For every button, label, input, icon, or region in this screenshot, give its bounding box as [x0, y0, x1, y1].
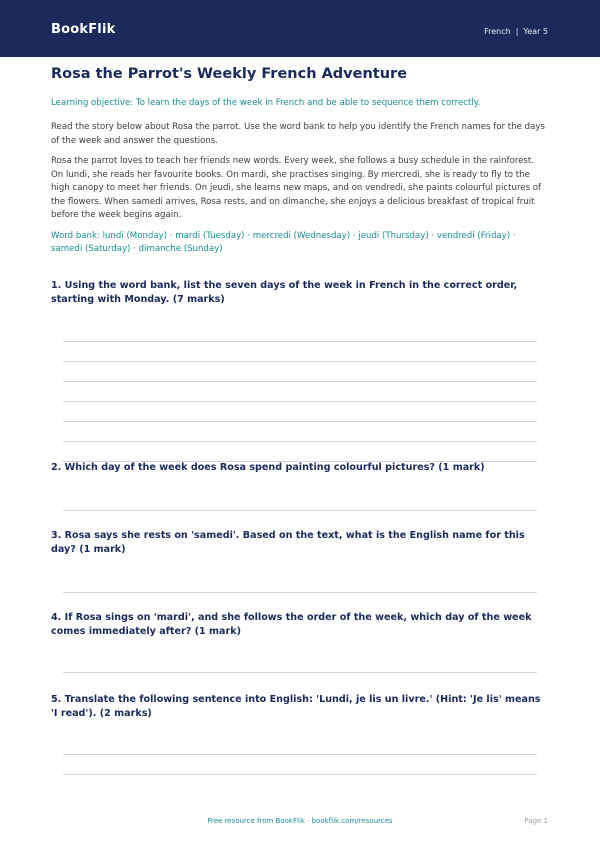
question-3: 3. Rosa says she rests on 'samedi'. Based on the text, what is the English name for this day? (1 mark) [51, 530, 525, 555]
year-label: Year 5 [523, 27, 548, 36]
word-bank: Word bank: lundi (Monday) · mardi (Tuesday) · mercredi (Wednesday) · jeudi (Thursday) · vendredi (Friday) · samedi (Saturday) · dimanche (Sunday) [51, 230, 516, 254]
answer-line[interactable] [63, 592, 537, 593]
answer-line[interactable] [63, 401, 537, 402]
page-number: Page 1 [524, 817, 548, 825]
worksheet-title: Rosa the Parrot's Weekly French Adventure [51, 66, 408, 82]
subject-label: French [484, 27, 511, 36]
question-5: 5. Translate the following sentence into English: 'Lundi, je lis un livre.' (Hint: 'Je lis' means 'I read'). (2 marks) [51, 694, 541, 719]
answer-line[interactable] [63, 441, 537, 442]
answer-line[interactable] [63, 361, 537, 362]
header-bar [0, 0, 600, 57]
story-text: Rosa the parrot loves to teach her friends new words. Every week, she follows a busy schedule in the rainforest. On lundi, she reads her favourite books. On mardi, she practises singing. By mercredi, she is ready to fly to the high canopy to meet her friends. On jeudi, she learns new maps, and on vendredi, she paints colourful pictures of the flowers. When samedi arrives, Rosa rests, and on dimanche, she enjoys a delicious breakfast of tropical fruit before the week begins again. [51, 156, 542, 220]
answer-line[interactable] [63, 754, 537, 755]
footer-link[interactable]: Free resource from BookFlik · bookflik.com/resources [207, 817, 393, 825]
answer-line[interactable] [63, 421, 537, 422]
learning-objective: Learning objective: To learn the days of the week in French and be able to sequence them correctly. [51, 98, 481, 108]
answer-line[interactable] [63, 341, 537, 342]
answer-line[interactable] [63, 774, 537, 775]
brand-logo[interactable]: BookFlik [51, 22, 116, 37]
question-1: 1. Using the word bank, list the seven days of the week in French in the correct order, starting with Monday. (7 marks) [51, 280, 518, 305]
question-4: 4. If Rosa sings on 'mardi', and she follows the order of the week, which day of the week comes immediately after? (1 mark) [51, 612, 532, 637]
header-meta [484, 27, 548, 36]
instructions-text: Read the story below about Rosa the parrot. Use the word bank to help you identify the French names for the days of the week and answer the questions. [51, 122, 545, 146]
question-2: 2. Which day of the week does Rosa spend painting colourful pictures? (1 mark) [51, 462, 485, 473]
answer-line[interactable] [63, 510, 537, 511]
meta-separator: | [515, 27, 519, 36]
worksheet-body [51, 64, 547, 257]
answer-line[interactable] [63, 381, 537, 382]
answer-line[interactable] [63, 672, 537, 673]
